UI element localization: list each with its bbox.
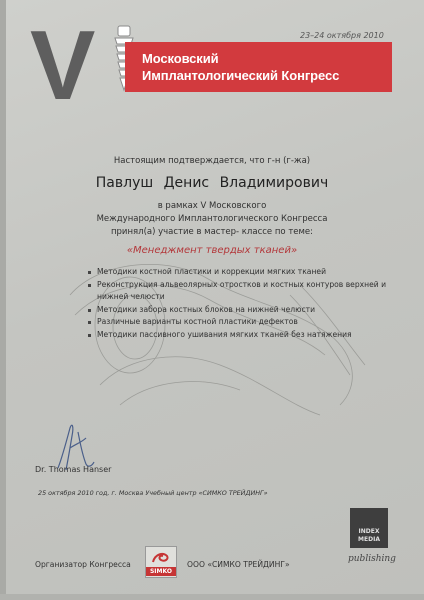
organizer-name: ООО «СИМКО ТРЕЙДИНГ» — [187, 560, 290, 569]
congress-dates: 23–24 октября 2010 — [300, 31, 384, 40]
congress-title-line2: Имплантологический Конгресс — [142, 68, 340, 83]
publisher-line-2: MEDIA — [358, 536, 380, 543]
participant-name: Павлуш Денис Владимирович — [95, 175, 329, 191]
list-item: Различные варианты костной пластики дефектов — [88, 316, 388, 329]
page-edge-left — [0, 0, 6, 600]
congress-title-line1: Московский — [142, 51, 219, 66]
bullet-icon — [88, 334, 91, 337]
publisher-tagline: publishing — [348, 554, 396, 564]
confirmation-text: Настоящим подтверждается, что г-н (г-жа) — [113, 156, 311, 166]
master-class-topic: «Менеджмент твердых тканей» — [126, 245, 298, 256]
list-item: Реконструкция альвеолярных отростков и костных контуров верхней и нижней челюсти — [88, 279, 388, 304]
simko-logo — [145, 546, 177, 578]
organizer-label: Организатор Конгресса — [35, 560, 131, 569]
bullet-icon — [88, 309, 91, 312]
publisher-line-1: INDEX — [358, 528, 380, 535]
list-item: Методики забора костных блоков на нижней челюсти — [88, 304, 388, 317]
issue-details: 25 октября 2010 год, г. Москва Учебный центр «СИМКО ТРЕЙДИНГ» — [38, 489, 268, 497]
bullet-icon — [88, 271, 91, 274]
index-media-logo — [350, 508, 388, 548]
framework-text — [0, 200, 424, 239]
bullet-icon — [88, 284, 91, 287]
framework-line-1: в рамках V Московского — [157, 201, 267, 211]
topic-list — [88, 266, 388, 341]
simko-logo-word: SIMKO — [146, 567, 176, 576]
framework-line-2: Международного Имплантологического Конгресса — [96, 214, 328, 224]
simko-swirl-icon — [151, 550, 171, 566]
framework-line-3: принял(а) участие в мастер- классе по теме: — [110, 227, 314, 237]
bullet-icon — [88, 321, 91, 324]
congress-numeral: V — [30, 10, 92, 120]
page-edge-bottom — [0, 594, 424, 600]
signatory-name: Dr. Thomas Hanser — [35, 465, 112, 474]
list-item: Методики пассивного ушивания мягких тканей без натяжения — [88, 329, 388, 342]
list-item: Методики костной пластики и коррекции мягких тканей — [88, 266, 388, 279]
congress-title-banner — [125, 42, 392, 92]
